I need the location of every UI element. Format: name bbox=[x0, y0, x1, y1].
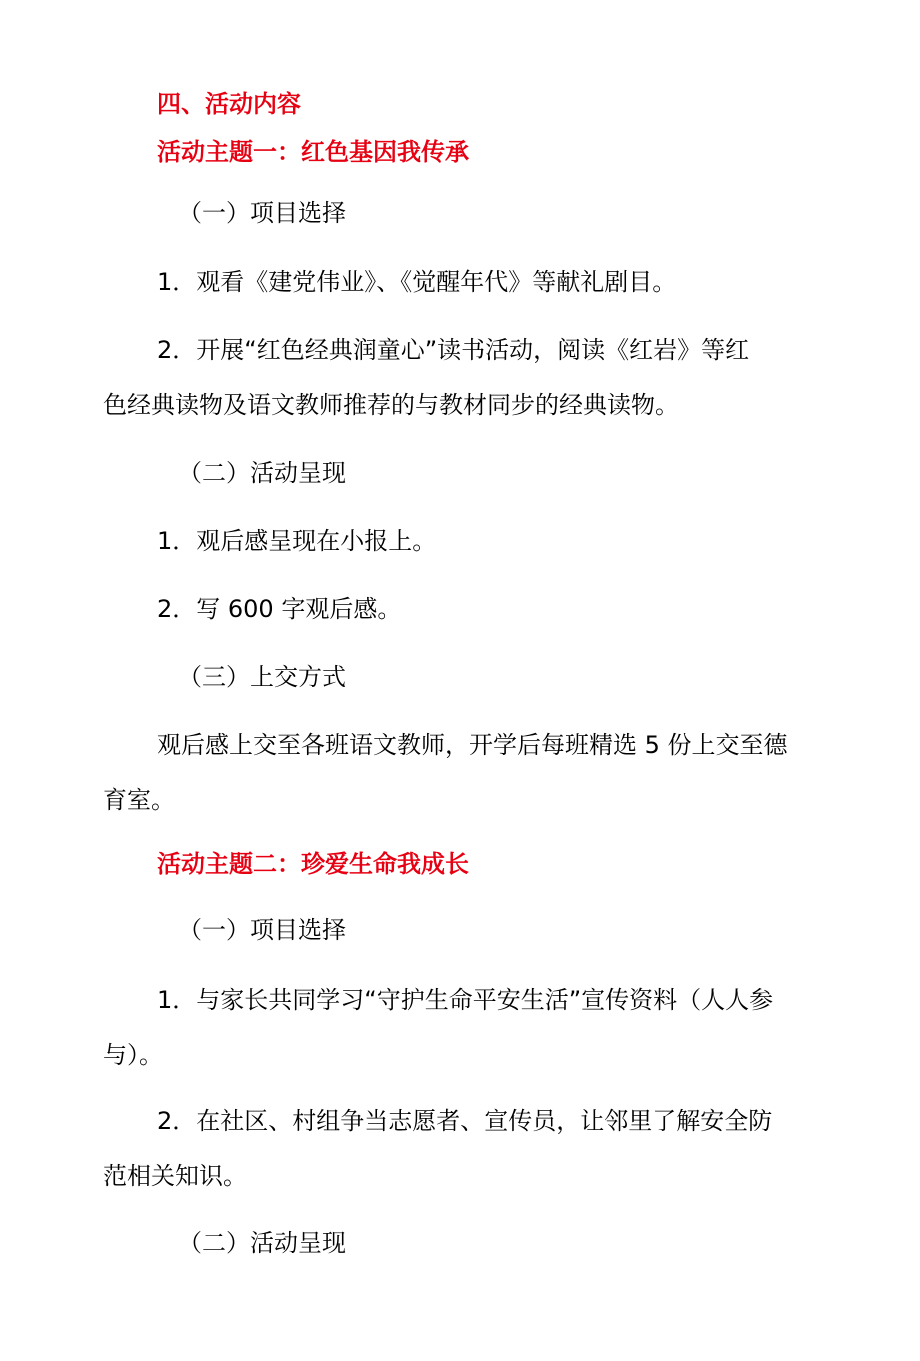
theme2-sub1-item1-line2: 与）。 bbox=[103, 1041, 163, 1069]
theme1-sub3-text-line2: 育室。 bbox=[103, 786, 175, 814]
theme1-sub3-text-line1: 观后感上交至各班语文教师，开学后每班精选 5 份上交至德 bbox=[157, 731, 788, 759]
section-title: 四、活动内容 bbox=[157, 90, 301, 118]
theme1-sub2-title: （二）活动呈现 bbox=[178, 459, 346, 487]
theme2-sub2-title: （二）活动呈现 bbox=[178, 1229, 346, 1257]
theme2-title: 活动主题二：珍爱生命我成长 bbox=[157, 850, 469, 878]
theme1-sub2-item1: 1．观后感呈现在小报上。 bbox=[157, 527, 437, 555]
theme1-title: 活动主题一：红色基因我传承 bbox=[157, 138, 469, 166]
theme2-sub1-item2-line2: 范相关知识。 bbox=[103, 1162, 247, 1190]
theme1-sub1-item2-line1: 2．开展“红色经典润童心”读书活动，阅读《红岩》等红 bbox=[157, 336, 750, 364]
theme2-sub1-item1-line1: 1．与家长共同学习“守护生命平安生活”宣传资料（人人参 bbox=[157, 986, 774, 1014]
theme1-sub3-title: （三）上交方式 bbox=[178, 663, 346, 691]
theme1-sub1-item2-line2: 色经典读物及语文教师推荐的与教材同步的经典读物。 bbox=[103, 391, 679, 419]
theme2-sub1-item2-line1: 2．在社区、村组争当志愿者、宣传员，让邻里了解安全防 bbox=[157, 1107, 773, 1135]
theme1-sub2-item2: 2．写 600 字观后感。 bbox=[157, 595, 402, 623]
theme1-sub1-item1: 1．观看《建党伟业》、《觉醒年代》等献礼剧目。 bbox=[157, 268, 677, 296]
theme1-sub1-title: （一）项目选择 bbox=[178, 199, 346, 227]
theme2-sub1-title: （一）项目选择 bbox=[178, 916, 346, 944]
